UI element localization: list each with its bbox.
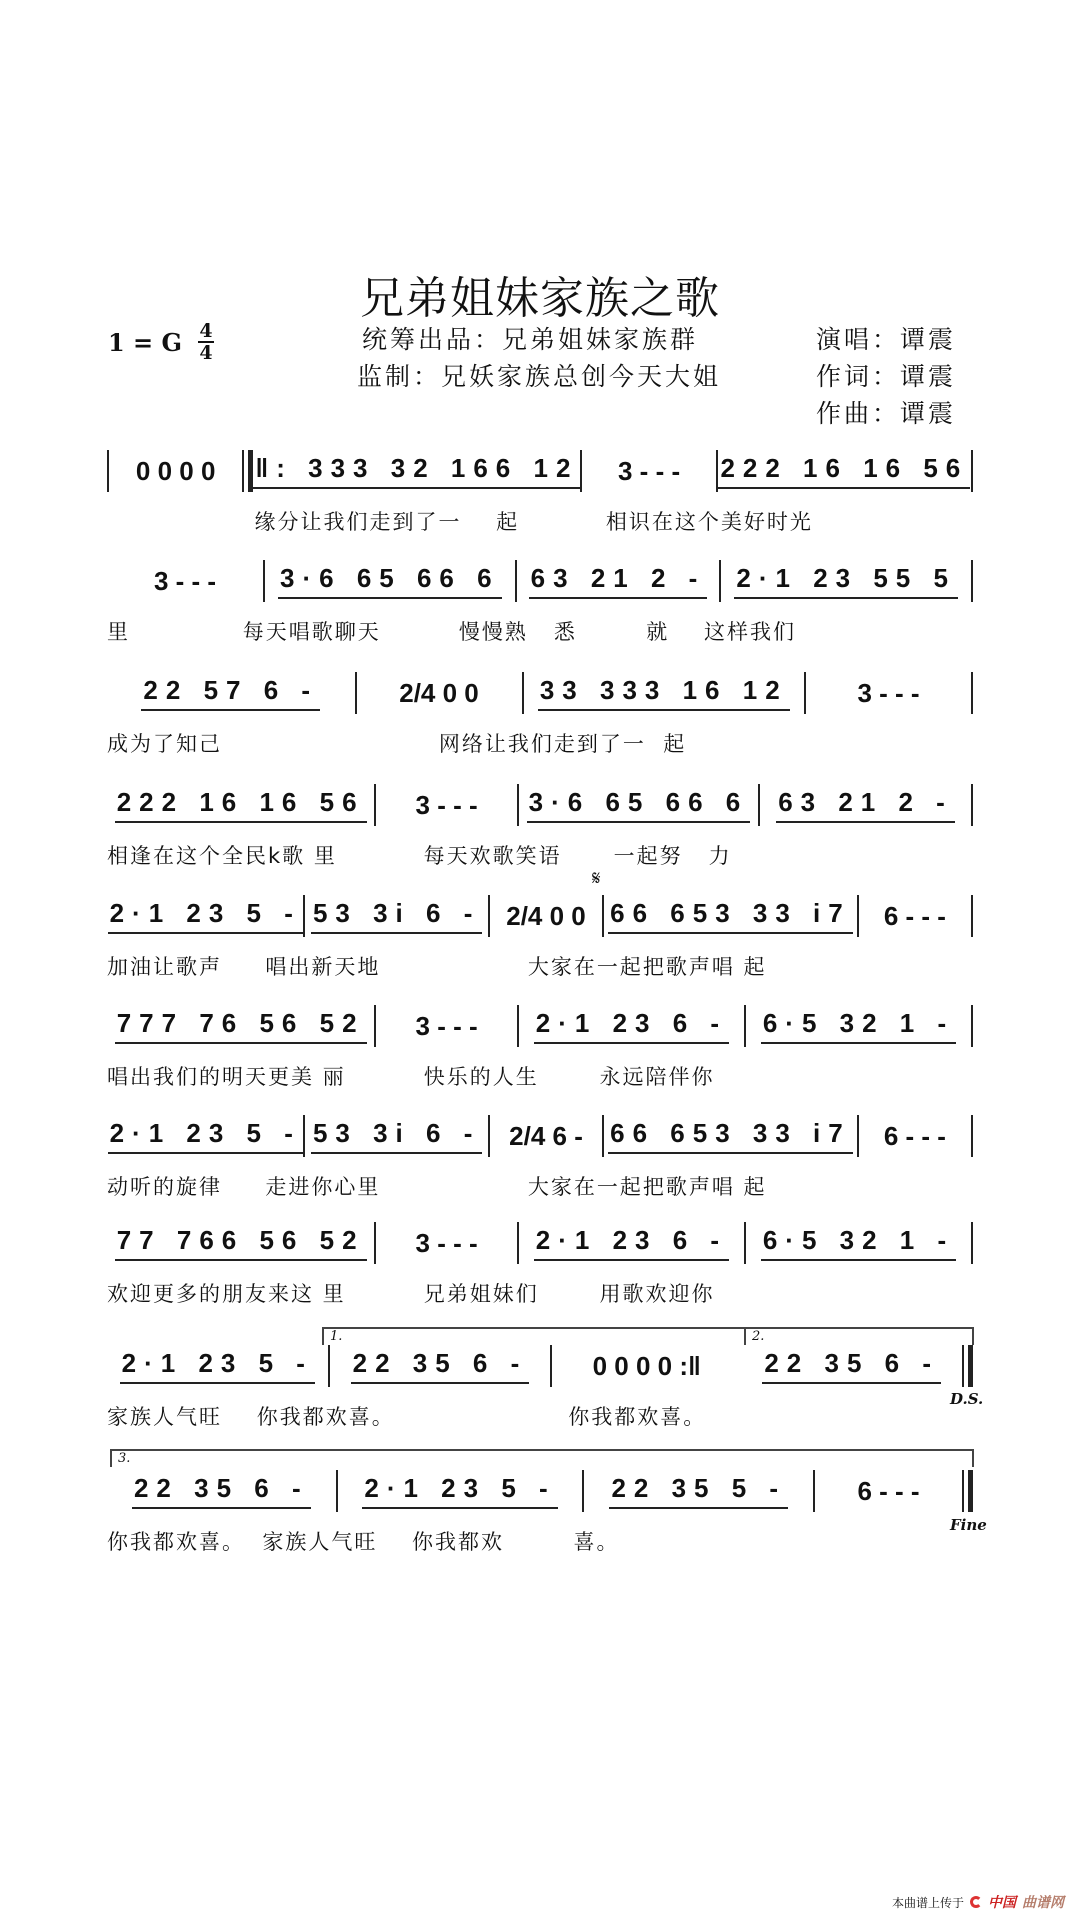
measure: 77 766 56 52 [107,1220,374,1266]
lyrics-line: 相逢在这个全民k歌 里 每天欢歌笑语 一起努 力 [107,844,732,868]
credit-lyricist: 作词：谭震 [816,362,957,391]
measure: 2/4 0 0 [399,677,479,708]
score-row-5 [107,893,973,979]
volta-bracket-1: 1. [322,1327,744,1345]
measure: 33 333 16 12 [524,670,805,716]
key-label: 1 = G [108,327,183,357]
lyrics-line: 加油让歌声 唱出新天地 大家在一起把歌声唱 起 [107,955,767,979]
measure: 2·1 23 5 - [107,1343,328,1389]
measure: 3 - - - [153,565,217,596]
measure: 22 35 6 - [330,1343,551,1389]
lyrics-line: 欢迎更多的朋友来这 里 兄弟姐妹们 用歌欢迎你 [107,1282,715,1306]
measure: 22 35 6 - [741,1343,962,1389]
lyrics-line: 你我都欢喜。 家族人气旺 你我都欢 喜。 [107,1530,620,1554]
key-signature [108,322,214,362]
score-row-1 [107,448,973,534]
segno-sign: 𝄋 [592,866,601,890]
measure: 22 35 5 - [584,1468,813,1514]
measure: 3 - - - [415,1010,478,1041]
measure: 2·1 23 5 - [338,1468,583,1514]
score-row-6 [107,1003,973,1089]
brand-name-a: 中国 [988,1895,1016,1911]
brand-name-b: 曲谱网 [1022,1895,1064,1911]
measure: 222 16 16 56 [718,448,971,494]
measure: 777 76 56 52 [107,1003,374,1049]
measure: 2·1 23 6 - [519,1003,744,1049]
measure: 3 - - - [857,677,920,708]
measure: 66 653 33 i7 [604,893,857,939]
ds-mark: D.S. [950,1390,984,1408]
credit-supervisor: 监制：兄妖家族总创今天大姐 [357,362,722,391]
measure: 2·1 23 6 - [519,1220,744,1266]
lyrics-line: 里 每天唱歌聊天 慢慢熟 悉 就 这样我们 [107,620,796,644]
lyrics-line: 家族人气旺 你我都欢喜。 你我都欢喜。 [107,1405,707,1429]
measure: 3 - - - [415,789,478,820]
lyrics-line: 缘分让我们走到了一 起 相识在这个美好时光 [107,510,813,534]
score-row-3 [107,670,973,756]
measure: 2/4 6 - [509,1120,583,1151]
measure: 2/4 0 0 [506,900,586,931]
score-row-2 [107,558,973,644]
measure: 6·5 32 1 - [746,1220,971,1266]
measure: 63 21 2 - [517,558,720,604]
measure: 6 - - - [857,1475,920,1506]
measure: 3 - - - [415,1227,478,1258]
volta-bracket-3: 3. [110,1449,974,1467]
measure: 2·1 23 55 5 [721,558,971,604]
credit-singer: 演唱：谭震 [816,325,957,354]
measure: 6 - - - [883,1120,946,1151]
measure: 53 3i 6 - [305,1113,487,1159]
credit-composer: 作曲：谭震 [816,399,957,428]
measure: 3 - - - [618,455,681,486]
measure: 3·6 65 66 6 [265,558,515,604]
site-logo-icon [970,1896,982,1908]
fine-mark: Fine [950,1516,987,1534]
measure: 66 653 33 i7 [604,1113,857,1159]
uploaded-text: 本曲谱上传于 [891,1895,964,1910]
measure: 63 21 2 - [760,782,971,828]
measure: 22 35 6 - [107,1468,336,1514]
measure: 0 0 0 0 :‖ [592,1350,701,1381]
lyrics-line: 动听的旋律 走进你心里 大家在一起把歌声唱 起 [107,1175,767,1199]
measure: 3·6 65 66 6 [519,782,758,828]
measure: ‖: 333 32 166 12 [253,448,580,494]
measure: 0 0 0 0 [135,455,216,486]
score-row-4 [107,782,973,868]
time-signature: $\frac{4}{4}$ [199,320,213,364]
upload-watermark [892,1892,1064,1912]
measure: 6·5 32 1 - [746,1003,971,1049]
song-title: 兄弟姐妹家族之歌 [360,273,720,324]
measure: 22 57 6 - [107,670,355,716]
volta-bracket-2: 2. [744,1327,974,1345]
measure: 53 3i 6 - [305,893,487,939]
score-row-7 [107,1113,973,1199]
measure: 2·1 23 5 - [107,1113,303,1159]
lyrics-line: 成为了知己 网络让我们走到了一 起 [107,732,687,756]
measure: 2·1 23 5 - [107,893,303,939]
measure: 222 16 16 56 [107,782,374,828]
credit-producer: 统筹出品：兄弟姐妹家族群 [362,325,699,354]
measure: 6 - - - [883,900,946,931]
score-row-8 [107,1220,973,1306]
lyrics-line: 唱出我们的明天更美 丽 快乐的人生 永远陪伴你 [107,1065,715,1089]
